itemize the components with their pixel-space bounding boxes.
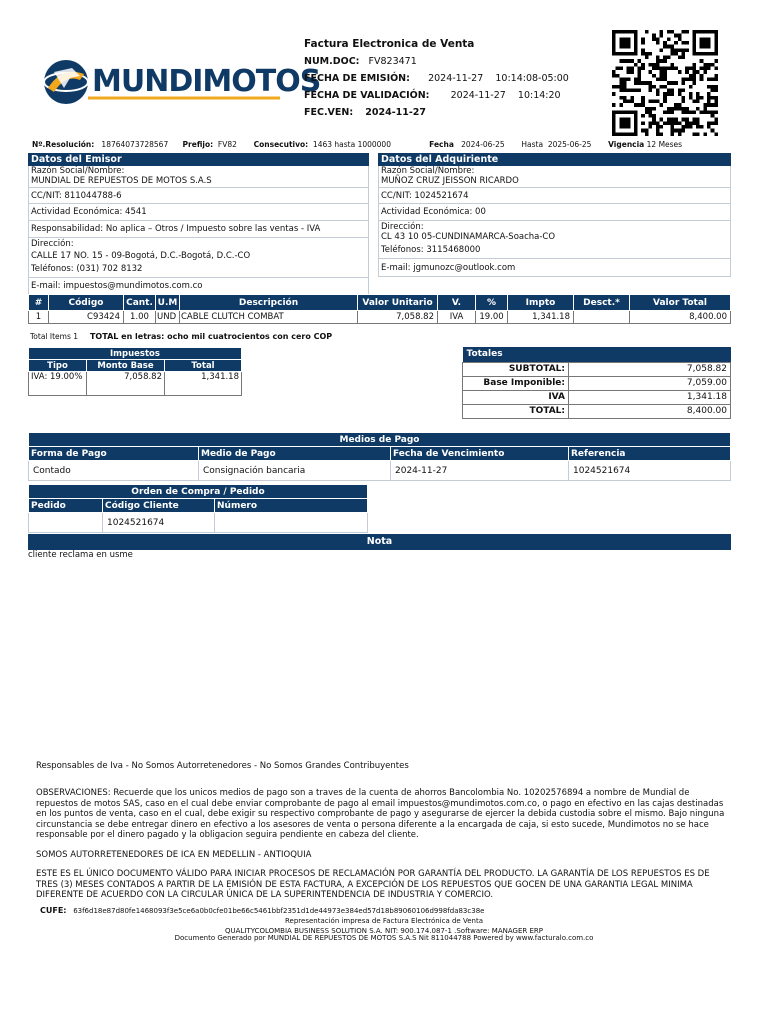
item-valor-total: 8,400.00: [630, 311, 731, 324]
col-num: #: [29, 295, 49, 311]
col-v: V.: [438, 295, 476, 311]
medios-medio: Consignación bancaria: [199, 461, 391, 481]
adquiriente-direccion: CL 43 10 05-CUNDINAMARCA-Soacha-CO: [381, 232, 556, 242]
col-impto: Impto: [508, 295, 574, 311]
item-pct: 19.00: [476, 311, 508, 324]
doc-title: Factura Electronica de Venta: [304, 38, 475, 50]
total-items-line: [30, 332, 332, 341]
table-row: [463, 390, 731, 404]
fecha-value: 2024-06-25: [461, 140, 505, 149]
prefijo-label: Prefijo:: [182, 140, 214, 149]
responsables-text: Responsables de Iva - No Somos Autorretenedores - No Somos Grandes Contribuyentes: [36, 761, 409, 771]
table-row: [29, 372, 242, 396]
total-value: 8,400.00: [569, 404, 731, 418]
subtotal-value: 7,058.82: [569, 362, 731, 376]
qr-code-icon: [612, 29, 718, 137]
emisor-nit: CC/NIT: 811044788-6: [28, 188, 369, 204]
subtotal-label: SUBTOTAL:: [463, 362, 569, 376]
validacion-time: 10:14:20: [517, 90, 561, 101]
iva-value: 1,341.18: [569, 390, 731, 404]
adquiriente-telefonos: Teléfonos: 3115468000: [381, 245, 481, 255]
vigencia-label: Vigencia: [608, 140, 645, 149]
emisor-title: Datos del Emisor: [28, 153, 369, 166]
res-value: 18764073728567: [101, 140, 169, 149]
orden-col-codigo: Código Cliente: [103, 499, 215, 513]
cufe-value: 63f6d18e87d80fe1468093f3e5ce6a0b0cfe01be66c5461bbf2351d1de44973e384ed57d18b89060106d998fda83c38e: [73, 907, 485, 915]
num-doc-label: NUM.DOC:: [304, 56, 360, 67]
brand-name: MUNDIMOTOS: [92, 64, 321, 99]
total-letras: TOTAL en letras: ocho mil cuatrocientos con cero COP: [89, 332, 333, 341]
emisor-direccion: CALLE 17 NO. 15 - 09-Bogotá, D.C.-Bogotá, D.C.-CO: [31, 251, 251, 261]
table-row: [29, 513, 368, 533]
medios-title: Medios de Pago: [29, 433, 731, 447]
col-desct: Desct.*: [574, 295, 630, 311]
fecven: 2024-11-27: [365, 107, 427, 118]
emision-label: FECHA DE EMISIÓN:: [304, 73, 410, 84]
orden-numero: [215, 513, 368, 533]
emisor-responsabilidad: Responsabilidad: No aplica – Otros / Impuesto sobre las ventas - IVA: [28, 221, 369, 238]
adquiriente-razon: MUÑOZ CRUZ JEISSON RICARDO: [381, 176, 519, 186]
table-row: [29, 461, 731, 481]
col-pct: %: [476, 295, 508, 311]
col-valor-unitario: Valor Unitario: [358, 295, 438, 311]
item-v: IVA: [438, 311, 476, 324]
validacion-label: FECHA DE VALIDACIÓN:: [304, 90, 430, 101]
representacion-text: Representación impresa de Factura Electrónica de Venta: [285, 917, 483, 925]
adquiriente-section: [378, 153, 731, 277]
validacion-date: 2024-11-27: [450, 90, 506, 101]
medios-col-medio: Medio de Pago: [199, 447, 391, 461]
item-desct: [574, 311, 630, 324]
invoice-header: [304, 36, 594, 121]
item-valor-unitario: 7,058.82: [358, 311, 438, 324]
iva-label: IVA: [463, 390, 569, 404]
res-label: Nº.Resolución:: [32, 140, 95, 149]
prefijo-value: FV82: [217, 140, 237, 149]
orden-title: Orden de Compra / Pedido: [29, 485, 368, 499]
medios-col-referencia: Referencia: [569, 447, 731, 461]
table-row: [463, 362, 731, 376]
adquiriente-razon-label: Razón Social/Nombre:: [381, 166, 475, 176]
item-impto: 1,341.18: [508, 311, 574, 324]
item-descripcion: CABLE CLUTCH COMBAT: [180, 311, 358, 324]
imp-base: 7,058.82: [87, 372, 165, 396]
cufe-label: CUFE:: [40, 906, 67, 915]
imp-total: 1,341.18: [165, 372, 242, 396]
imp-tipo: IVA: 19.00%: [29, 372, 87, 396]
emisor-email: E-mail: impuestos@mundimotos.com.co: [28, 278, 369, 295]
emisor-razon-label: Razón Social/Nombre:: [31, 166, 125, 176]
adquiriente-title: Datos del Adquiriente: [378, 153, 731, 166]
col-descripcion: Descripción: [180, 295, 358, 311]
item-num: 1: [29, 311, 49, 324]
adquiriente-direccion-label: Dirección:: [381, 222, 424, 232]
consec-label: Consecutivo:: [253, 140, 309, 149]
fecha-label: Fecha: [429, 140, 454, 149]
emisor-section: [28, 153, 369, 295]
software-text: QUALITYCOLOMBIA BUSINESS SOLUTION S.A. NIT: 900.174.087-1 .Software: MANAGER ERP: [225, 927, 543, 935]
total-label: TOTAL:: [463, 404, 569, 418]
medios-col-fecha: Fecha de Vencimiento: [391, 447, 569, 461]
resolution-line: [32, 140, 732, 149]
nota-text: cliente reclama en usme: [28, 550, 133, 560]
garantia-text: ESTE ES EL ÚNICO DOCUMENTO VÁLIDO PARA INICIAR PROCESOS DE RECLAMACIÓN POR GARANTÍA DEL PRODUCTO. LA GARANTÍA DE LOS REPUESTOS ES DE TRES (3) MESES CONTADOS A PARTIR DE LA EMISIÓN DE ESTA FACTURA, A EXCEPCIÓN DE LOS REPUESTOS QUE GOCEN DE UNA GARANTIA LEGAL MINIMA DIFERENTE DE ACUERDO CON LA CIRCULAR ÚNICA DE LA SUPERINTENDENCIA DE INDUSTRIA Y COMERCIO.: [36, 869, 710, 900]
col-cant: Cant.: [124, 295, 156, 311]
ica-text: SOMOS AUTORRETENEDORES DE ICA EN MEDELLIN - ANTIOQUIA: [36, 850, 312, 860]
items-header-row: [29, 295, 731, 311]
adquiriente-email: E-mail: jgmunozc@outlook.com: [378, 259, 731, 277]
cufe-line: [40, 906, 730, 917]
fecven-label: FEC.VEN:: [304, 107, 354, 118]
vigencia-value: 12 Meses: [646, 140, 683, 149]
adquiriente-nit: CC/NIT: 1024521674: [378, 188, 731, 204]
orden-codigo: 1024521674: [103, 513, 215, 533]
total-items: Total Items 1: [30, 332, 79, 341]
items-table: [28, 294, 731, 324]
imp-col-tipo: Tipo: [29, 360, 87, 372]
hasta-label: Hasta: [521, 140, 544, 149]
impuestos-table: [28, 347, 242, 396]
medios-table: [28, 432, 731, 481]
consec-value: 1463 hasta 1000000: [312, 140, 391, 149]
base-label: Base Imponible:: [463, 376, 569, 390]
observaciones-text: OBSERVACIONES: Recuerde que los unicos medios de pago son a traves de la cuenta de ahorros Bancolombia No. 10202576894 a nombre de Mundial de repuestos de motos SAS, caso en el cual debe enviar comprobante de pago al email impuestos@mundimotos.com.co, o pago en efectivo en las cajas destinadas en los puntos de venta, caso en el cual, debe exigir su respectivo comprobante de pago y asegurarse de ejercer la debida custodia sobre el mismo. Bajo ninguna circunstancia se debe entregar dinero en efectivo a los asesores de venta o persona diferente a la encargada de caja, si esto sucede, Mundimotos no se hace responsable por el dinero pagado y la obligacion seguira pendiente en cabeza del cliente.: [36, 788, 725, 840]
imp-col-total: Total: [165, 360, 242, 372]
col-um: U.M: [156, 295, 180, 311]
table-row: [463, 404, 731, 418]
medios-forma: Contado: [29, 461, 199, 481]
emision-time: 10:14:08-05:00: [495, 73, 569, 84]
base-value: 7,059.00: [569, 376, 731, 390]
medios-referencia: 1024521674: [569, 461, 731, 481]
item-cant: 1.00: [124, 311, 156, 324]
item-codigo: C93424: [49, 311, 124, 324]
orden-pedido: [29, 513, 103, 533]
table-row: [29, 311, 731, 324]
nota-title: Nota: [28, 534, 731, 550]
item-um: UND: [156, 311, 180, 324]
col-codigo: Código: [49, 295, 124, 311]
totales-table: [462, 347, 731, 419]
table-row: [463, 376, 731, 390]
emisor-direccion-label: Dirección:: [31, 239, 74, 249]
emision-date: 2024-11-27: [428, 73, 484, 84]
medios-col-forma: Forma de Pago: [29, 447, 199, 461]
adquiriente-actividad: Actividad Económica: 00: [378, 204, 731, 221]
hasta-value: 2025-06-25: [547, 140, 592, 149]
orden-table: [28, 484, 368, 533]
emisor-telefonos: Teléfonos: (031) 702 8132: [31, 264, 143, 274]
medios-fecha: 2024-11-27: [391, 461, 569, 481]
totales-title: Totales: [463, 347, 731, 362]
generado-text: Documento Generado por MUNDIAL DE REPUESTOS DE MOTOS S.A.S Nit 811044788 Powered by www.facturalo.com.co: [174, 934, 594, 942]
orden-col-pedido: Pedido: [29, 499, 103, 513]
impuestos-title: Impuestos: [29, 348, 242, 360]
num-doc: FV823471: [368, 56, 417, 67]
col-valor-total: Valor Total: [630, 295, 731, 311]
orden-col-numero: Número: [215, 499, 368, 513]
emisor-actividad: Actividad Económica: 4541: [28, 204, 369, 221]
emisor-razon: MUNDIAL DE REPUESTOS DE MOTOS S.A.S: [31, 176, 212, 186]
imp-col-base: Monto Base: [87, 360, 165, 372]
